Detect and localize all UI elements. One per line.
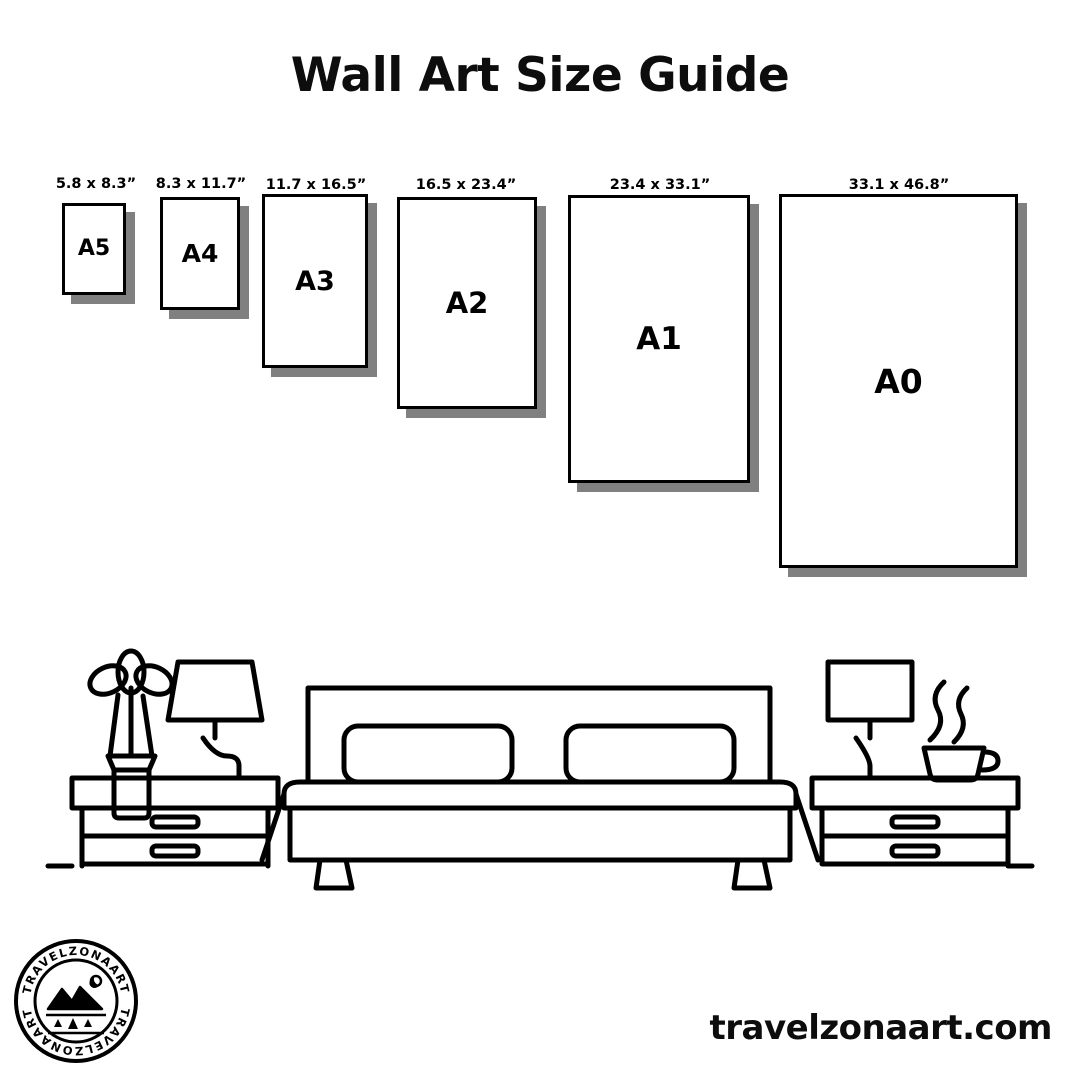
left-table-lamp [168,662,262,778]
page-title: Wall Art Size Guide [290,48,790,103]
bedroom-illustration [0,560,1080,920]
frame-group-a0 [779,194,1034,586]
bedroom-scene-svg [0,560,1080,920]
frame-box-a5[interactable] [62,203,126,295]
right-table-lamp [828,662,912,778]
frame-dimension-a0: 33.1 x 46.8” [848,177,950,193]
coffee-cup [924,682,998,780]
frame-box-a1[interactable] [568,195,750,483]
frame-label-a3: A3 [295,265,335,297]
plant-vase [85,651,176,818]
frame-group-a4 [160,197,256,327]
frame-group-a1 [568,195,766,501]
frame-label-a4: A4 [181,239,219,268]
frame-dimension-a5: 5.8 x 8.3” [55,176,137,192]
left-nightstand [72,778,278,866]
svg-text:TRAVELZONAART: TRAVELZONAART [19,1006,133,1059]
right-nightstand [812,778,1018,864]
brand-logo-svg [10,935,142,1067]
frame-dimension-a3: 11.7 x 16.5” [265,177,367,193]
bed [262,688,818,888]
frame-label-a2: A2 [445,285,489,320]
frame-box-a3[interactable] [262,194,368,368]
frame-box-a0[interactable] [779,194,1018,568]
frame-label-a5: A5 [77,236,111,261]
frame-label-a0: A0 [874,361,923,401]
frame-box-a4[interactable] [160,197,240,310]
frame-group-a5 [62,203,142,313]
frame-dimension-a1: 23.4 x 33.1” [609,177,711,193]
frame-dimension-a2: 16.5 x 23.4” [415,177,517,193]
svg-text:TRAVELZONAART: TRAVELZONAART [19,943,133,996]
frame-dimension-a4: 8.3 x 11.7” [155,176,247,192]
frame-group-a3 [262,194,384,386]
site-url[interactable]: travelzonaart.com [709,1008,1052,1048]
brand-logo [10,935,142,1067]
frame-box-a2[interactable] [397,197,537,409]
frame-group-a2 [397,197,553,427]
frame-label-a1: A1 [636,320,682,357]
